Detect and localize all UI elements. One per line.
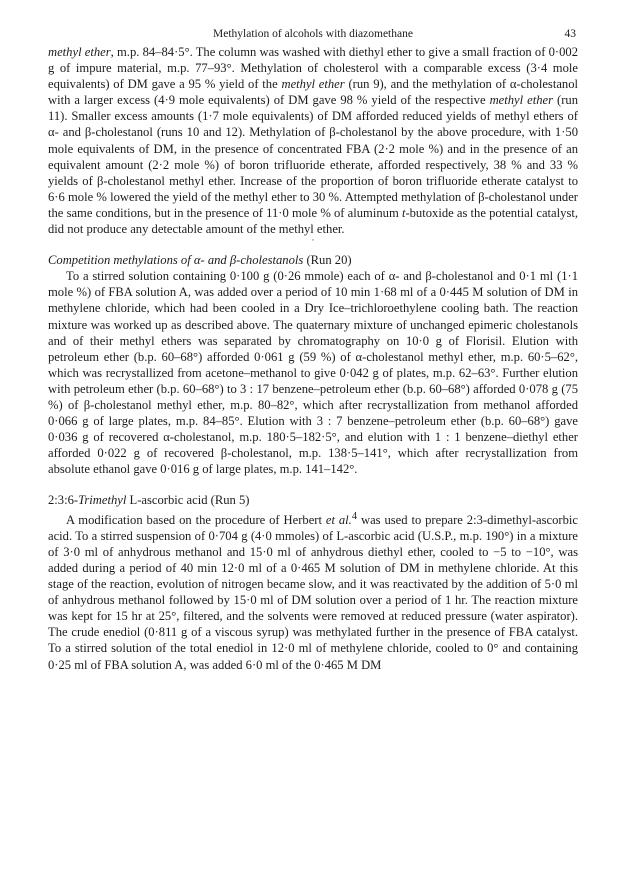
article-body	[48, 44, 578, 673]
paragraph-results-continued: methyl ether, m.p. 84–84·5°. The column was washed with diethyl ether to give a small fraction of 0·002 g of impure material, m.p. 77–93°. Methylation of cholesterol with a comparable excess (3·4 mole equivalents) of DM gave a 95 % yield of the methyl ether (run 9), and the methylation of α-cholestanol with a larger excess (4·9 mole equivalents) of DM gave 98 % yield of the respective methyl ether (run 11). Smaller excess amounts (1·7 mole equivalents) of DM afforded reduced yields of methyl ethers of α- and β-cholestanol (runs 10 and 12). Methylation of β-cholestanol by the above procedure, with 1·50 mole equivalents of DM, in the presence of concentrated FBA (2·2 mole %) and in the presence of an equivalent amount (2·2 mole %) of boron trifluoride etherate, afforded respectively, 38 % and 33 % yields of β-cholestanol methyl ether. Increase of the proportion of boron trifluoride etherate catalyst to 6·6 mole % lowered the yield of the methyl ether to 30 %. Attempted methylation of β-cholestanol under the same conditions, but in the presence of 11·0 mole % of aluminum t-butoxide as the potential catalyst, did not produce any detectable amount of the methyl ether.	[48, 45, 579, 237]
paragraph-competition: To a stirred solution containing 0·100 g (0·26 mmole) each of α- and β-cholestanol and 0·1 ml (1·1 mole %) of FBA solution A, was added over a period of 10 min 1·68 ml of a 0·445 M solution of DM in methylene chloride, which had been cooled in a Dry Ice–trichloroethylene cooling bath. The reaction mixture was worked up as described above. The quaternary mixture of unchanged epimeric cholestanols and of their methyl ethers was separated by chromatography on 10·0 g of Florisil. Elution with petroleum ether (b.p. 60–68°) afforded 0·061 g (59 %) of α-cholestanol methyl ether, m.p. 60·5–62°, which was recrystallized from acetone–methanol to give 0·042 g of plates, m.p. 62–63°. Further elution with petroleum ether (b.p. 60–68°) to 3 : 17 benzene–petroleum ether (b.p. 60–68°) afforded 0·078 g (75 %) of β-cholestanol methyl ether, m.p. 80–82°, which after recrystallization from methanol afforded 0·066 g of large plates, m.p. 84–85°. Elution with 3 : 7 benzene–petroleum ether (b.p. 60–68°) gave 0·036 g of recovered α-cholestanol, m.p. 180·5–182·5°, and elution with 1 : 1 benzene–diethyl ether afforded 0·022 g of recovered β-cholestanol, m.p. 138·5–141°, which after recrystallization from absolute ethanol gave 0·016 g of large plates, m.p. 141–142°.	[48, 269, 578, 477]
section-heading-ascorbic: 2:3:6-Trimethyl L-ascorbic acid (Run 5)	[48, 493, 250, 508]
paragraph-ascorbic: A modification based on the procedure of Herbert et al.$^4$ was used to prepare 2:3-dimethyl-ascorbic acid. To a stirred suspension of 0·704 g (4·0 mmoles) of L-ascorbic acid (U.S.P., m.p. 190°) in a mixture of 3·0 ml of anhydrous methanol and 15·0 ml of anhydrous diethyl ether, cooled to −5 to −10°, was added during a period of 40 min 12·0 ml of a 0·465 M solution of DM in methylene chloride. At this stage of the reaction, evolution of nitrogen became slow, and it was reactivated by the addition of 5·0 ml of anhydrous methanol followed by 15·0 ml of DM solution over a period of 1 hr. The reaction mixture was kept for 15 hr at 25°, filtered, and the solvents were removed at reduced pressure (water aspirator). The crude enediol (0·811 g of a viscous syrup) was methylated further in the presence of FBA catalyst. To a stirred solution of the total enediol in 12·0 ml of methylene chloride, cooled to 0° and containing 0·25 ml of FBA solution A, was added 6·0 ml of the 0·465 M DM	[48, 510, 578, 672]
page-number: 43	[564, 28, 576, 40]
page-header	[48, 22, 578, 44]
section-heading-competition: Competition methylations of α- and β-cholestanols (Run 20)	[48, 253, 352, 268]
running-title: Methylation of alcohols with diazomethane	[213, 28, 413, 40]
reference-superscript: 4	[351, 510, 358, 522]
separator-dot: ·	[311, 235, 315, 246]
